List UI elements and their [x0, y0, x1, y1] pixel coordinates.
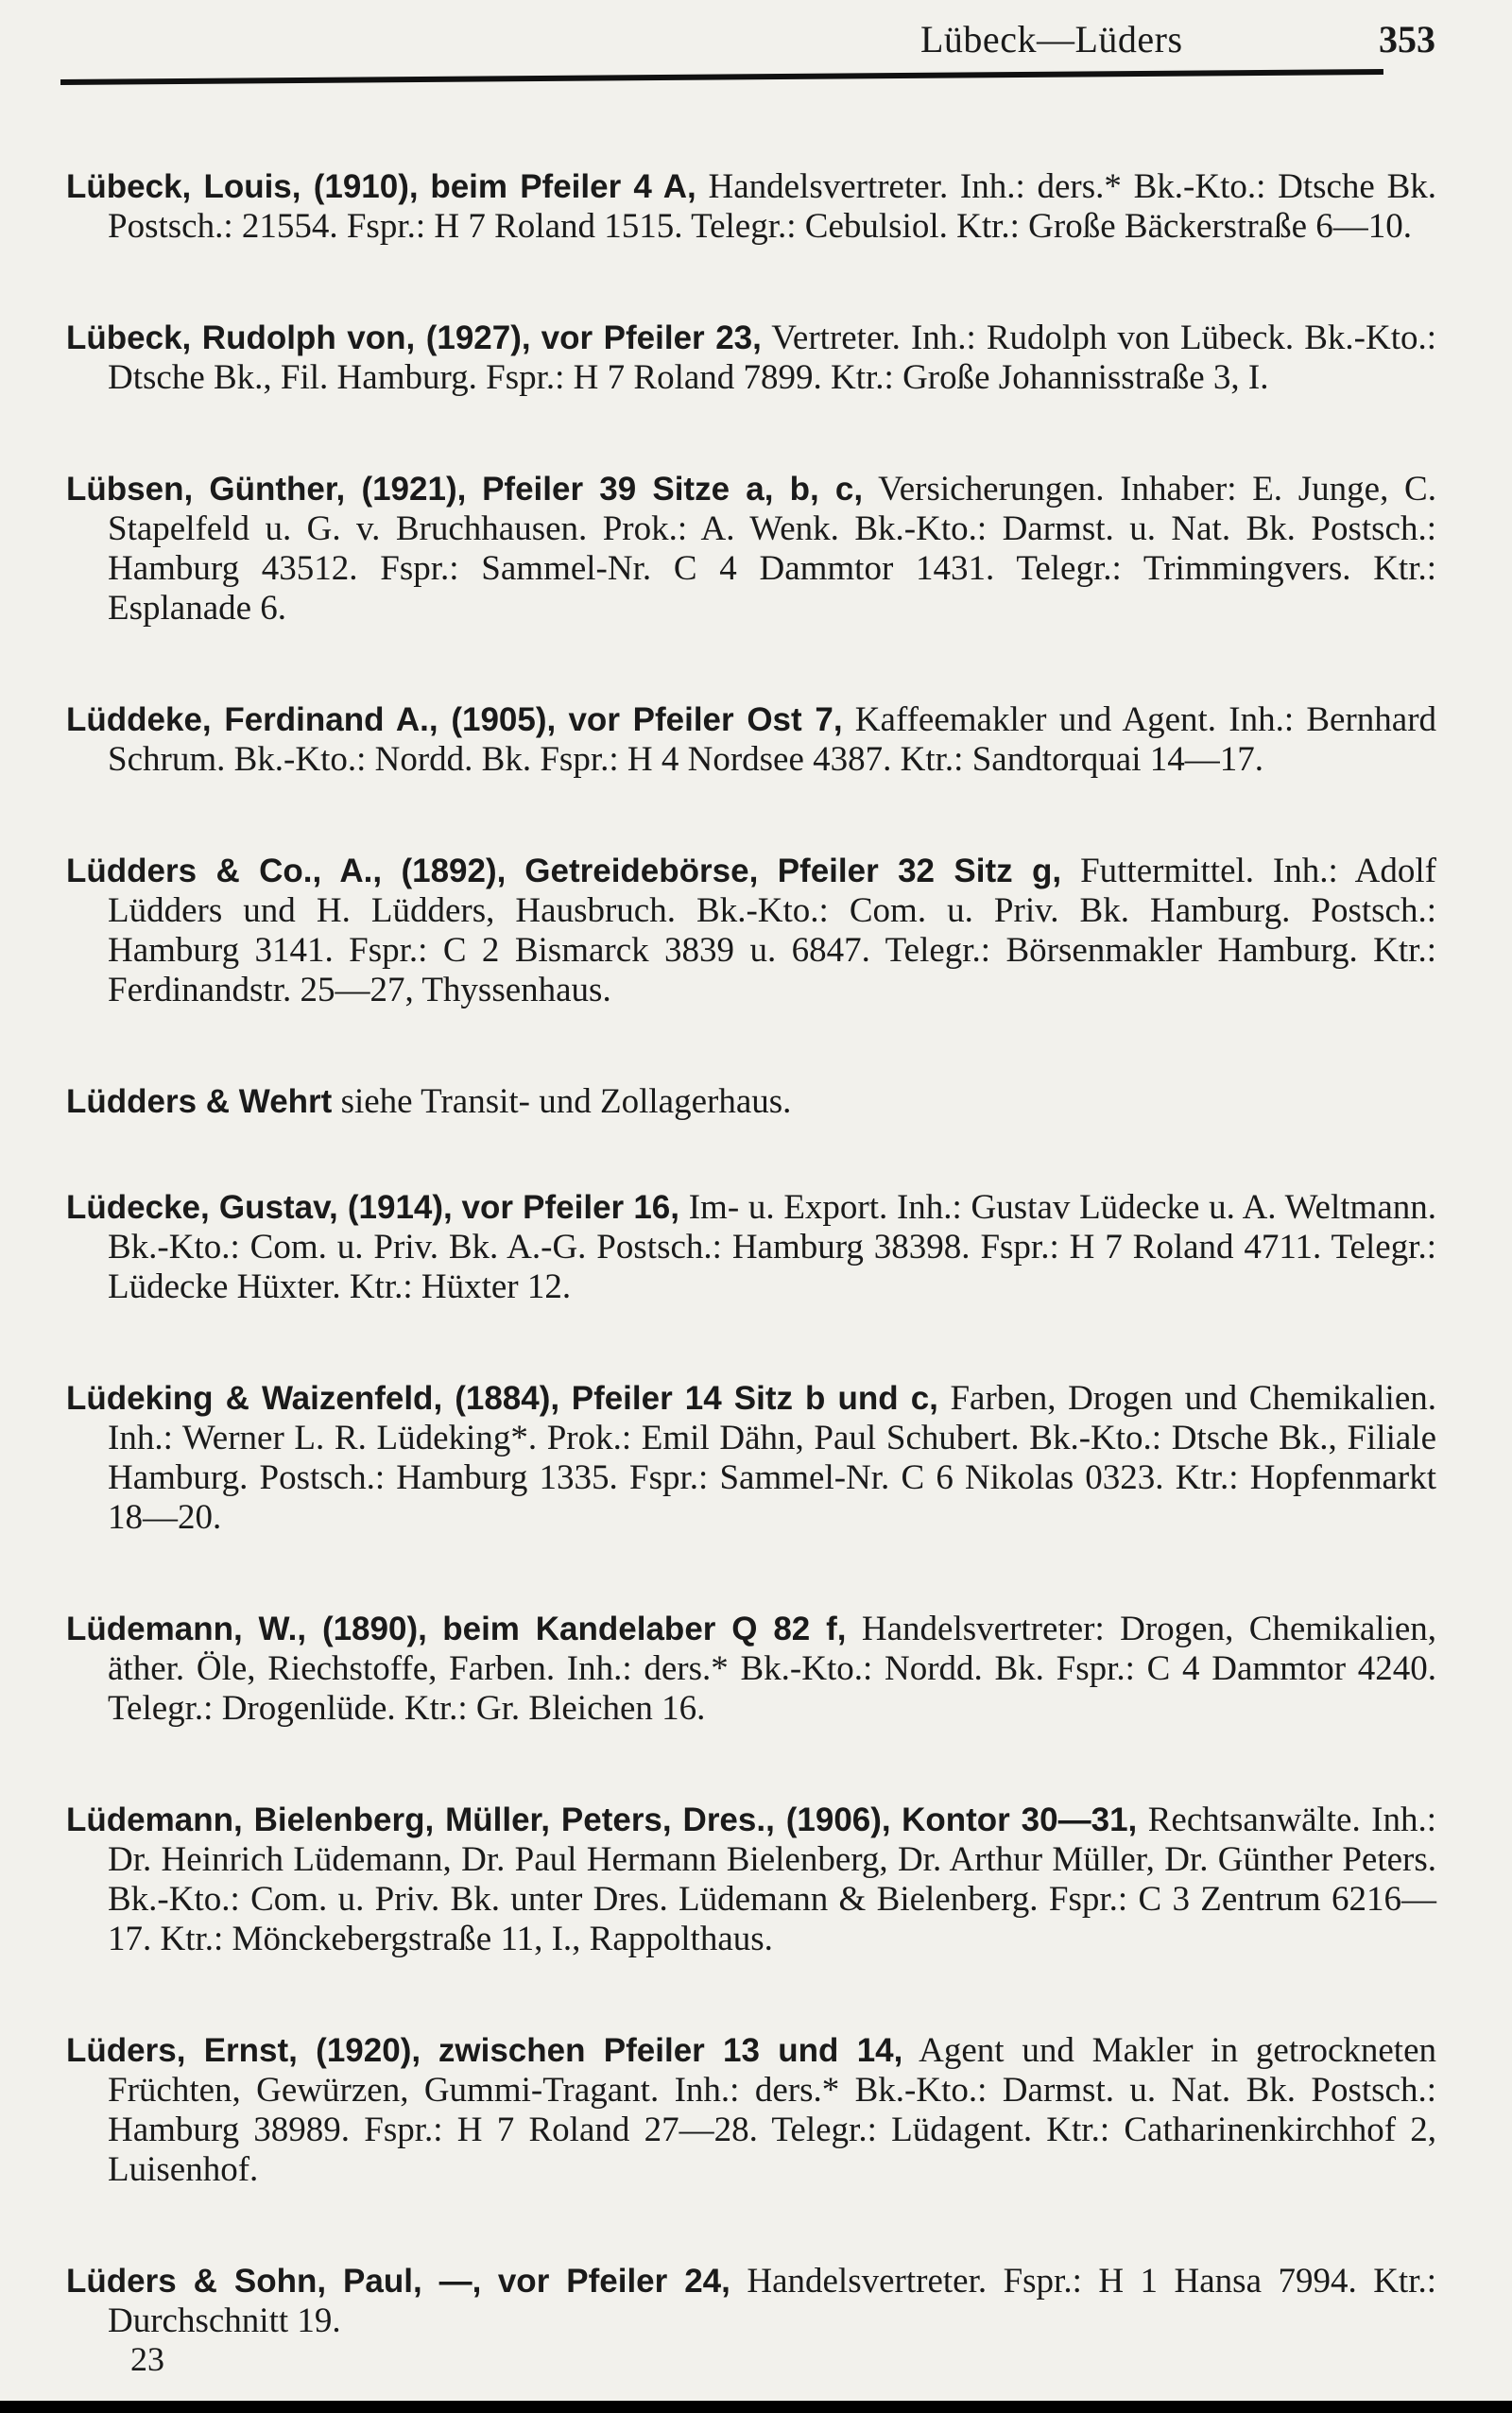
entry-text: Rechtsanwälte. Inh.: Dr. Heinrich Lüdemann, Dr. Paul Hermann Bielenberg, Dr. Arthur Müller, Dr. Günther Peters. Bk.-Kto.: Com. u. Priv. Bk. unter Dres. Lüdemann & Bielenberg. Fspr.: C 3 Zentrum 6216—17. Ktr.: Mönckebergstraße 11, I., Rappolthaus. — [108, 1801, 1437, 1958]
entry-text: Farben, Drogen und Chemikalien. Inh.: Werner L. R. Lüdeking*. Prok.: Emil Dähn, Paul Schubert. Bk.-Kto.: Dtsche Bk., Filiale Hamburg. Postsch.: Hamburg 1335. Fspr.: Sammel-Nr. C 6 Nikolas 0323. Ktr.: Hopfenmarkt 18—20. — [108, 1379, 1437, 1537]
entry-name: Lüdders & Wehrt — [66, 1083, 333, 1120]
entry-location: beim Kandelaber Q 82 f, — [442, 1611, 847, 1647]
directory-entry — [66, 2031, 1436, 2190]
entry-location: vor Pfeiler Ost 7, — [568, 701, 843, 738]
entry-text: Vertreter. Inh.: Rudolph von Lübeck. Bk.-Kto.: Dtsche Bk., Fil. Hamburg. Fspr.: H 7 Roland 7899. Ktr.: Große Johannisstraße 3, I. — [108, 319, 1436, 397]
entry-location: zwischen Pfeiler 13 und 14, — [438, 2032, 903, 2069]
entry-name: Lübsen, Günther, (1921), — [66, 471, 467, 508]
entry-name: Lübeck, Louis, (1910), — [66, 168, 419, 205]
entry-name: Lüdders & Co., A., (1892), — [66, 853, 507, 889]
entry-text: Im- u. Export. Inh.: Gustav Lüdecke u. A. Weltmann. Bk.-Kto.: Com. u. Priv. Bk. A.-G. Postsch.: Hamburg 38398. Fspr.: H 7 Roland 4711. Telegr.: Lüdecke Hüxter. Ktr.: Hüxter 12. — [108, 1188, 1436, 1306]
entry-text: Agent und Makler in getrockneten Früchten, Gewürzen, Gummi-Tragant. Inh.: ders.* Bk.-Kto.: Darmst. u. Nat. Bk. Postsch.: Hamburg 38989. Fspr.: H 7 Roland 27—28. Telegr.: Lüdagent. Ktr.: Catharinenkirchhof 2, Luisenhof. — [108, 2031, 1436, 2189]
entry-text: Kaffeemakler und Agent. Inh.: Bernhard Schrum. Bk.-Kto.: Nordd. Bk. Fspr.: H 4 Nordsee 4387. Ktr.: Sandtorquai 14—17. — [108, 700, 1437, 779]
entry-text: Handelsvertreter. Inh.: ders.* Bk.-Kto.: Dtsche Bk. Postsch.: 21554. Fspr.: H 7 Roland 1515. Telegr.: Cebulsiol. Ktr.: Große Bäckerstraße 6—10. — [108, 167, 1436, 246]
entry-location: Kontor 30—31, — [902, 1801, 1138, 1838]
entry-text: Versicherungen. Inhaber: E. Junge, C. Stapelfeld u. G. v. Bruchhausen. Prok.: A. Wenk. Bk.-Kto.: Darmst. u. Nat. Bk. Postsch.: Hamburg 43512. Fspr.: Sammel-Nr. C 4 Dammtor 1431. Telegr.: Trimmingvers. Ktr.: Esplanade 6. — [108, 470, 1436, 628]
entry-location: Pfeiler 14 Sitz b und c, — [571, 1380, 938, 1417]
directory-entry — [66, 1082, 1436, 1122]
entry-name: Lüddeke, Ferdinand A., (1905), — [66, 701, 557, 738]
entry-name: Lüders & Sohn, Paul, —, — [66, 2263, 482, 2300]
directory-entry — [66, 1610, 1436, 1729]
directory-entry — [66, 2262, 1436, 2341]
entry-name: Lübeck, Rudolph von, (1927), — [66, 319, 531, 356]
directory-entry — [66, 470, 1436, 629]
entry-name: Lüdemann, W., (1890), — [66, 1611, 427, 1647]
directory-entries — [66, 132, 1436, 2413]
directory-entry — [66, 1379, 1436, 1538]
entry-location: beim Pfeiler 4 A, — [430, 168, 696, 205]
entry-location: vor Pfeiler 24, — [497, 2263, 730, 2300]
folio-number: 23 — [130, 2340, 164, 2378]
entry-location: vor Pfeiler 16, — [461, 1189, 679, 1226]
entry-text: Handelsvertreter. Fspr.: H 1 Hansa 7994. Ktr.: Durchschnitt 19. — [108, 2262, 1437, 2340]
entry-text: Handelsvertreter: Drogen, Chemikalien, äther. Öle, Riechstoffe, Farben. Inh.: ders.* Bk.-Kto.: Nordd. Bk. Fspr.: C 4 Dammtor 4240. Telegr.: Drogenlüde. Ktr.: Gr. Bleichen 16. — [108, 1610, 1437, 1728]
entry-location: vor Pfeiler 23, — [541, 319, 762, 356]
directory-entry — [66, 167, 1436, 247]
entry-name: Lüdeking & Waizenfeld, (1884), — [66, 1380, 560, 1417]
entry-name: Lüdemann, Bielenberg, Müller, Peters, Dres., (1906), — [66, 1801, 891, 1838]
page-header — [60, 9, 1435, 76]
directory-entry — [66, 1188, 1436, 1307]
directory-entry — [66, 852, 1436, 1010]
entry-text: siehe Transit- und Zollagerhaus. — [340, 1082, 792, 1121]
page-number: 353 — [1379, 18, 1435, 60]
directory-entry — [66, 1801, 1436, 1959]
entry-name: Lüders, Ernst, (1920), — [66, 2032, 421, 2069]
entry-text: Futtermittel. Inh.: Adolf Lüdders und H. Lüdders, Hausbruch. Bk.-Kto.: Com. u. Priv. Bk. Hamburg. Postsch.: Hamburg 3141. Fspr.: C 2 Bismarck 3839 u. 6847. Telegr.: Börsenmakler Hamburg. Ktr.: Ferdinandstr. 25—27, Thyssenhaus. — [108, 852, 1436, 1009]
directory-entry — [66, 700, 1436, 780]
directory-entry — [66, 319, 1436, 398]
entry-name: Lüdecke, Gustav, (1914), — [66, 1189, 453, 1226]
entry-location: Pfeiler 39 Sitze a, b, c, — [482, 471, 864, 508]
entry-location: Getreidebörse, Pfeiler 32 Sitz g, — [524, 853, 1062, 889]
running-head: Lübeck—Lüders — [920, 18, 1183, 60]
